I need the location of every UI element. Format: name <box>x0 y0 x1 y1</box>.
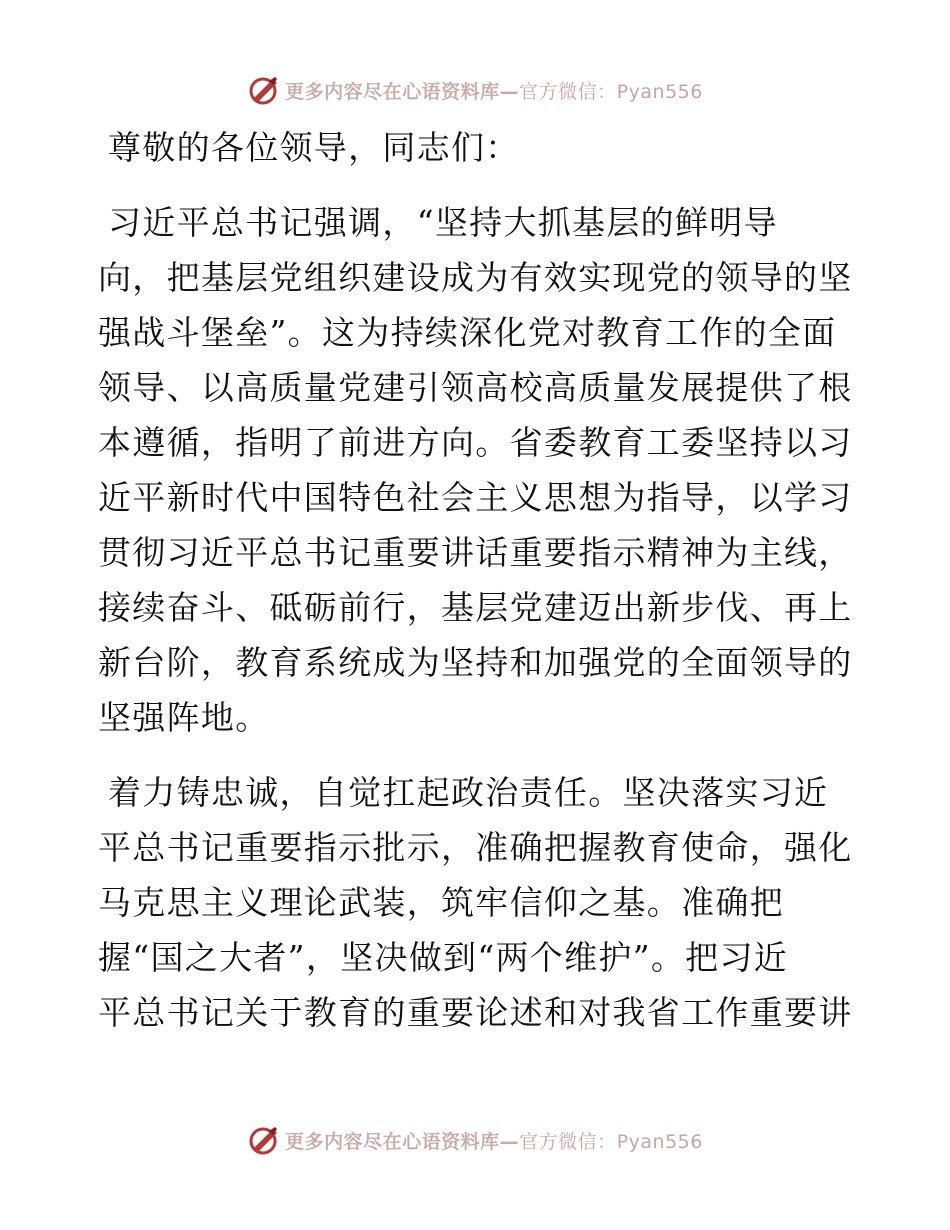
text-line: 握“国之大者”，坚决做到“两个维护”。把习近 <box>98 938 789 977</box>
watermark-wechat-id: Pyan556 <box>616 80 703 103</box>
watermark-text <box>285 1127 703 1154</box>
watermark-dash: — <box>499 1130 520 1153</box>
watermark-brand: 更多内容尽在心语资料库 <box>285 80 500 103</box>
text-line: 新台阶，教育系统成为坚持和加强党的全面领导的 <box>98 643 853 682</box>
text-line: 坚强阵地。 <box>98 698 270 737</box>
text-line: 近平新时代中国特色社会主义思想为指导，以学习 <box>98 478 853 517</box>
text-line: 强战斗堡垒”。这为持续深化党对教育工作的全面 <box>98 313 837 352</box>
watermark-brand: 更多内容尽在心语资料库 <box>285 1130 500 1153</box>
text-line: 马克思主义理论武装，筑牢信仰之基。准确把 <box>98 883 784 922</box>
text-line: 平总书记关于教育的重要论述和对我省工作重要讲 <box>98 993 853 1032</box>
watermark-text <box>285 77 703 104</box>
text-line: 贯彻习近平总书记重要讲话重要指示精神为主线， <box>98 533 853 572</box>
footer-watermark <box>0 1120 950 1160</box>
watermark-dash: — <box>499 80 520 103</box>
pen-logo-icon <box>247 1123 281 1157</box>
text-line: 着力铸忠诚，自觉扛起政治责任。坚决落实习近 <box>108 773 829 812</box>
greeting: 尊敬的各位领导，同志们： <box>108 128 520 167</box>
paragraph-1 <box>98 195 853 745</box>
text-line: 平总书记重要指示批示，准确把握教育使命，强化 <box>98 828 853 867</box>
text-line: 习近平总书记强调，“坚持大抓基层的鲜明导 <box>108 203 778 242</box>
watermark-wechat-label: 官方微信： <box>519 80 617 103</box>
watermark-wechat-id: Pyan556 <box>616 1130 703 1153</box>
text-line: 本遵循，指明了前进方向。省委教育工委坚持以习 <box>98 423 853 462</box>
document-body <box>98 120 853 1040</box>
paragraph-2 <box>98 765 853 1040</box>
text-line: 接续奋斗、砥砺前行，基层党建迈出新步伐、再上 <box>98 588 853 627</box>
watermark-wechat-label: 官方微信： <box>519 1130 617 1153</box>
header-watermark <box>0 70 950 110</box>
text-line: 向，把基层党组织建设成为有效实现党的领导的坚 <box>98 258 853 297</box>
text-line: 领导、以高质量党建引领高校高质量发展提供了根 <box>98 368 853 407</box>
pen-logo-icon <box>247 73 281 107</box>
